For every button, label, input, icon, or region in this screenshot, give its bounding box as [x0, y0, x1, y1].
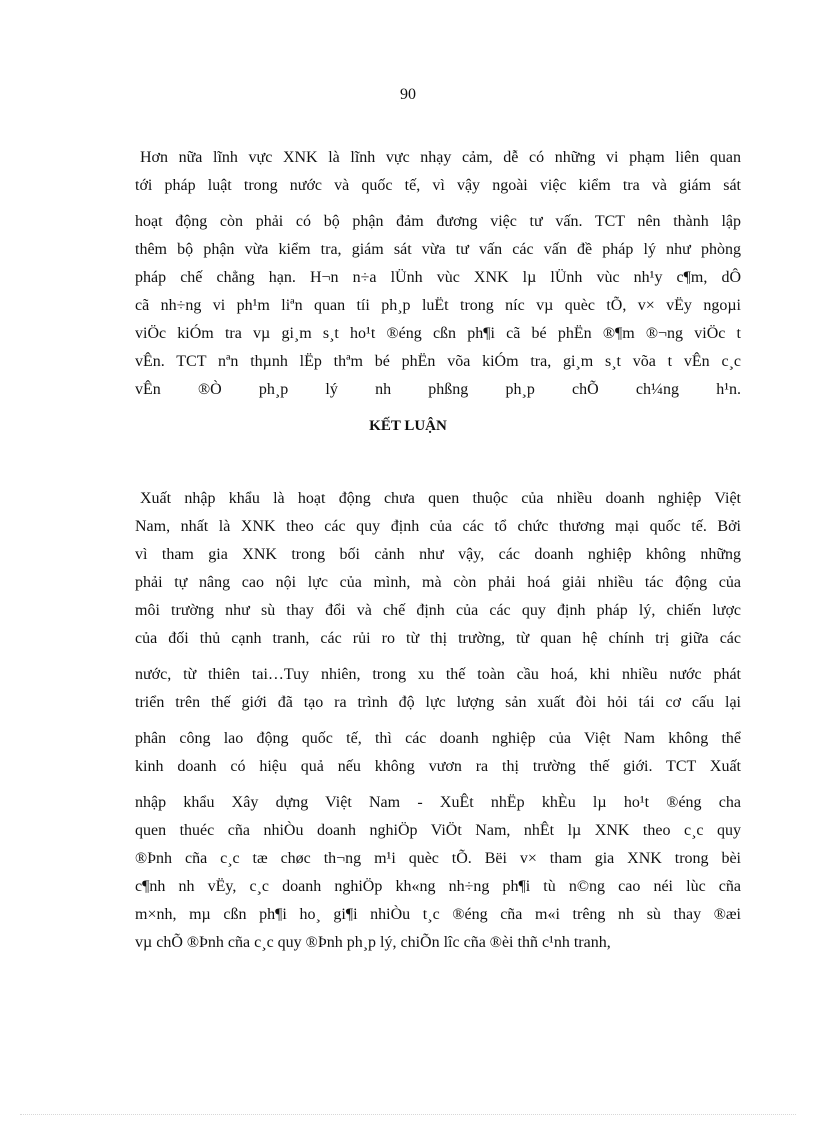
text-line: môi trường như sù thay đổi và chế định của các quy định pháp lý, chiến lược: [135, 602, 741, 619]
text-line: m×nh, mµ cßn ph¶i ho¸ gi¶i nhiÒu t¸c ®éng cña m«i trêng nh sù thay ®æi: [135, 906, 741, 923]
text-line: c¶nh nh vËy, c¸c doanh nghiÖp kh«ng nh÷ng ph¶i tù n©ng cao néi lùc cña: [135, 878, 741, 895]
text-line: cã nh÷ng vi ph¹m liªn quan tíi ph¸p luËt trong níc vµ quèc tÕ, v× vËy ngoµi: [135, 297, 741, 314]
text-line: Xuất nhập khẩu là hoạt động chưa quen thuộc của nhiều doanh nghiệp Việt: [140, 490, 741, 507]
page-number: 90: [400, 86, 416, 103]
text-line: nhập khẩu Xây dựng Việt Nam - XuÊt nhËp khÈu lµ ho¹t ®éng cha: [135, 794, 741, 811]
text-line: ®Þnh cña c¸c tæ chøc th¬ng m¹i quèc tÕ. Bëi v× tham gia XNK trong bèi: [135, 850, 741, 867]
text-line: vÊn ®Ò ph¸p lý nh phßng ph¸p chÕ ch¼ng h¹n.: [135, 381, 741, 398]
text-line: pháp chế chẳng hạn. H¬n n÷a lÜnh vùc XNK lµ lÜnh vùc nh¹y c¶m, dÔ: [135, 269, 741, 286]
text-line: nước, từ thiên tai…Tuy nhiên, trong xu thế toàn cầu hoá, khi nhiều nước phát: [135, 666, 741, 683]
section-heading: KẾT LUẬN: [369, 418, 447, 434]
text-line: tới pháp luật trong nước và quốc tế, vì vậy ngoài việc kiểm tra và giám sát: [135, 177, 741, 194]
text-line: kinh doanh có hiệu quả nếu không vươn ra thị trường thế giới. TCT Xuất: [135, 758, 741, 775]
text-line: vµ chÕ ®Þnh cña c¸c quy ®Þnh ph¸p lý, chiÕn lîc cña ®èi thñ c¹nh tranh,: [135, 934, 611, 951]
text-line: triển trên thế giới đã tạo ra trình độ lực lượng sản xuất đòi hỏi tái cơ cấu lại: [135, 694, 741, 711]
text-line: quen thuéc cña nhiÒu doanh nghiÖp ViÖt Nam, nhÊt lµ XNK theo c¸c quy: [135, 822, 741, 839]
text-line: thêm bộ phận vừa kiểm tra, giám sát vừa tư vấn các vấn đề pháp lý như phòng: [135, 241, 741, 258]
text-line: viÖc kiÓm tra vµ gi¸m s¸t ho¹t ®éng cßn ph¶i cã bé phËn ®¶m ®¬ng viÖc t: [135, 325, 741, 342]
text-line: của đối thủ cạnh tranh, các rủi ro từ thị trường, từ quan hệ chính trị giữa các: [135, 630, 741, 647]
text-line: vì tham gia XNK trong bối cảnh như vậy, các doanh nghiệp không những: [135, 546, 741, 563]
text-line: Nam, nhất là XNK theo các quy định của các tổ chức thương mại quốc tế. Bởi: [135, 518, 741, 535]
page-bottom-divider: [20, 1114, 796, 1115]
text-line: vÊn. TCT nªn thµnh lËp thªm bé phËn võa kiÓm tra, gi¸m s¸t võa t vÊn c¸c: [135, 353, 741, 370]
text-line: Hơn nữa lĩnh vực XNK là lĩnh vực nhạy cảm, dễ có những vi phạm liên quan: [140, 149, 741, 166]
text-line: hoạt động còn phải có bộ phận đảm đương việc tư vấn. TCT nên thành lập: [135, 213, 741, 230]
text-line: phải tự nâng cao nội lực của mình, mà còn phải hoá giải nhiều tác động của: [135, 574, 741, 591]
text-line: phân công lao động quốc tế, thì các doanh nghiệp của Việt Nam không thể: [135, 730, 741, 747]
